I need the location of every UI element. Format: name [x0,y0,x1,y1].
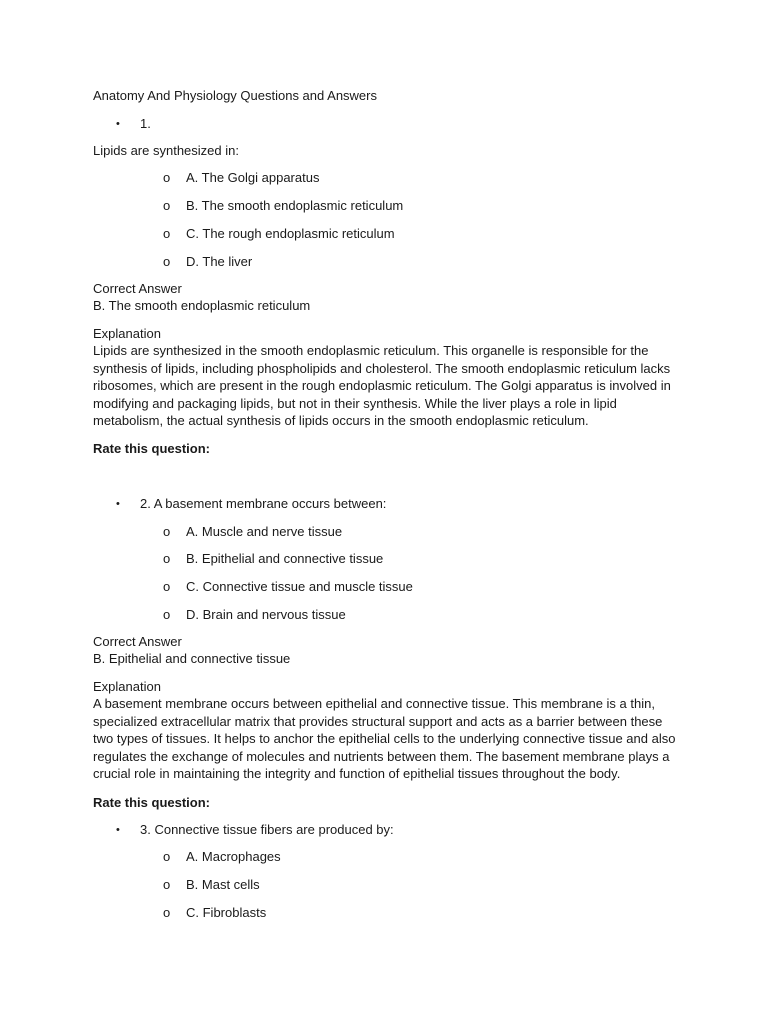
sub-bullet-icon: o [163,905,171,920]
question-1-stem: Lipids are synthesized in: [93,143,239,158]
question-1-correct-answer: B. The smooth endoplasmic reticulum [93,298,311,313]
question-2-option-c: C. Connective tissue and muscle tissue [186,579,413,594]
question-2-explanation: A basement membrane occurs between epithelial and connective tissue. This membrane is a thin, specialized extracellular matrix that provides structural support and acts as a barrier between these two types of tissues. It helps to anchor the epithelial cells to the underlying connective tissue and also regulates the exchange of molecules and nutrients between them. The basement membrane plays a crucial role in maintaining the integrity and function of epithelial tissues throughout the body. [93,696,676,782]
explanation-label: Explanation [93,326,161,341]
sub-bullet-icon: o [163,877,171,892]
sub-bullet-icon: o [163,226,171,241]
question-1-explanation: Lipids are synthesized in the smooth endoplasmic reticulum. This organelle is responsible for the synthesis of lipids, including phospholipids and cholesterol. The smooth endoplasmic reticulum lacks ribosomes, which are present in the rough endoplasmic reticulum. The Golgi apparatus is involved in modifying and packaging lipids, but not in their synthesis. While the liver plays a role in lipid metabolism, the actual synthesis of lipids occurs in the smooth endoplasmic reticulum. [93,343,671,429]
question-2-stem: 2. A basement membrane occurs between: [140,496,387,511]
sub-bullet-icon: o [163,170,171,185]
bullet-icon: • [116,498,120,510]
rate-question-label: Rate this question: [93,795,211,810]
question-3-option-c: C. Fibroblasts [186,905,267,920]
question-1-number: 1. [140,116,151,131]
question-1-option-c: C. The rough endoplasmic reticulum [186,226,395,241]
bullet-icon: • [116,118,120,130]
sub-bullet-icon: o [163,607,171,622]
correct-answer-label: Correct Answer [93,281,182,296]
question-2-option-b: B. Epithelial and connective tissue [186,551,384,566]
sub-bullet-icon: o [163,524,171,539]
question-3-stem: 3. Connective tissue fibers are produced by: [140,822,394,837]
sub-bullet-icon: o [163,849,171,864]
question-3-option-a: A. Macrophages [186,849,281,864]
document-title: Anatomy And Physiology Questions and Answers [93,88,377,103]
sub-bullet-icon: o [163,198,171,213]
sub-bullet-icon: o [163,579,171,594]
question-2-option-d: D. Brain and nervous tissue [186,607,346,622]
question-2-correct-answer: B. Epithelial and connective tissue [93,651,291,666]
explanation-label: Explanation [93,679,161,694]
question-1-option-a: A. The Golgi apparatus [186,170,320,185]
question-1-option-b: B. The smooth endoplasmic reticulum [186,198,404,213]
question-3-option-b: B. Mast cells [186,877,260,892]
bullet-icon: • [116,824,120,836]
rate-question-label: Rate this question: [93,441,211,456]
question-1-option-d: D. The liver [186,254,253,269]
sub-bullet-icon: o [163,551,171,566]
correct-answer-label: Correct Answer [93,634,182,649]
question-2-option-a: A. Muscle and nerve tissue [186,524,343,539]
sub-bullet-icon: o [163,254,171,269]
